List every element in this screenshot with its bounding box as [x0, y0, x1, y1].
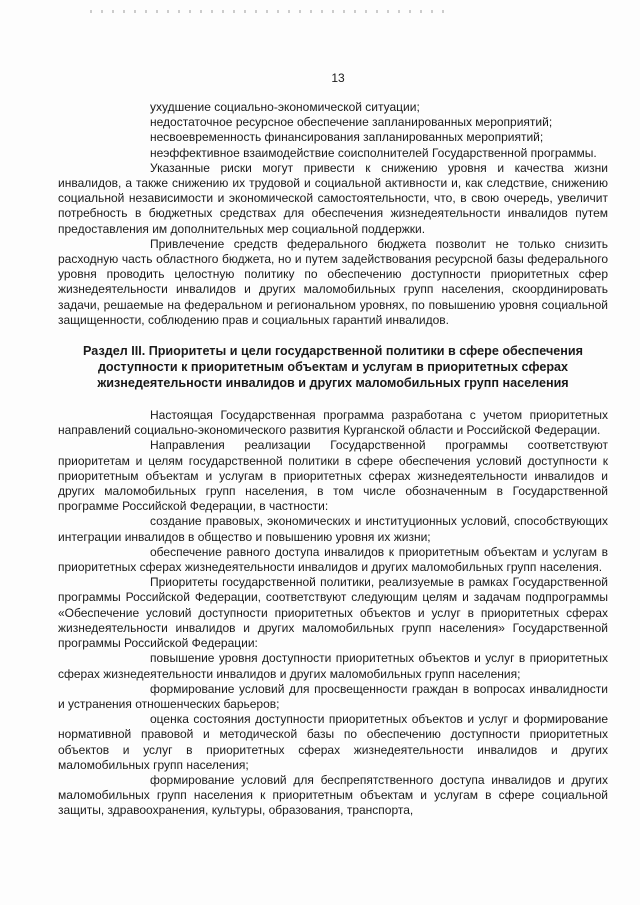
scan-artifact — [90, 10, 450, 13]
paragraph: Направления реализации Государственной программы соответствуют приоритетам и целям государственной политики в сфере обеспечения условий доступности к приоритетным объектам и услугам в приоритетных сферах жизнедеятельности инвалидов и других маломобильных групп населения, в том числе обозначенным в Государственной программе Российской Федерации, в частности: — [58, 438, 608, 514]
paragraph: несвоевременность финансирования запланированных мероприятий; — [150, 130, 544, 145]
document-body — [58, 100, 608, 819]
paragraph: неэффективное взаимодействие соисполнителей Государственной программы. — [150, 145, 597, 160]
paragraph: Приоритеты государственной политики, реализуемые в рамках Государственной программы Российской Федерации, соответствуют следующим целям и задачам подпрограммы «Обеспечение условий доступности приоритетных объектов и услуг в приоритетных сферах жизнедеятельности инвалидов и других маломобильных групп населения» Государственной программы Российской Федерации: — [58, 575, 608, 651]
paragraph: недостаточное ресурсное обеспечение запланированных мероприятий; — [150, 115, 553, 130]
page-number: 13 — [331, 71, 345, 85]
paragraph: формирование условий для просвещенности граждан в вопросах инвалидности и устранения отношенческих барьеров; — [58, 681, 608, 711]
paragraph: обеспечение равного доступа инвалидов к приоритетным объектам и услугам в приоритетных сферах жизнедеятельности инвалидов и других маломобильных групп населения. — [58, 544, 608, 575]
paragraph: Привлечение средств федерального бюджета позволит не только снизить расходную часть областного бюджета, но и путем задействования ресурсной базы федерального уровня проводить целостную политику по обеспечению доступности приоритетных сфер жизнедеятельности инвалидов и других маломобильных групп населения, скоординировать задачи, решаемые на федеральном и региональном уровнях, по повышению уровня социальной защищенности, соблюдению прав и социальных гарантий инвалидов. — [58, 236, 608, 327]
paragraph: Настоящая Государственная программа разработана с учетом приоритетных направлений социально-экономического развития Курганской области и Российской Федерации. — [58, 408, 608, 438]
paragraph: оценка состояния доступности приоритетных объектов и услуг и формирование нормативной правовой и методической базы по обеспечению доступности приоритетных объектов и услуг в приоритетных сферах жизнедеятельности инвалидов и других маломобильных групп населения; — [58, 712, 608, 772]
section-heading: Раздел III. Приоритеты и цели государственной политики в сфере обеспечения доступности к приоритетным объектам и услугам в приоритетных сферах жизнедеятельности инвалидов и других маломобильных групп населения — [83, 344, 583, 391]
paragraph: формирование условий для беспрепятственного доступа инвалидов и других маломобильных групп населения к приоритетным объектам и услугам в сфере социальной защиты, здравоохранения, культуры, образования, транспорта, — [58, 772, 608, 818]
paragraph: ухудшение социально-экономической ситуации; — [150, 100, 420, 114]
paragraph: создание правовых, экономических и институционных условий, способствующих интеграции инвалидов в общество и повышению уровня их жизни; — [58, 514, 608, 544]
paragraph: Указанные риски могут привести к снижению уровня и качества жизни инвалидов, а также снижению их трудовой и социальной активности и, как следствие, снижению социальной независимости и экономической самостоятельности, что, в свою очередь, увеличит потребность в бюджетных средствах для обеспечения жизнедеятельности инвалидов путем предоставления им дополнительных мер социальной поддержки. — [58, 160, 608, 236]
paragraph: повышение уровня доступности приоритетных объектов и услуг в приоритетных сферах жизнедеятельности инвалидов и других маломобильных групп населения; — [58, 651, 608, 681]
